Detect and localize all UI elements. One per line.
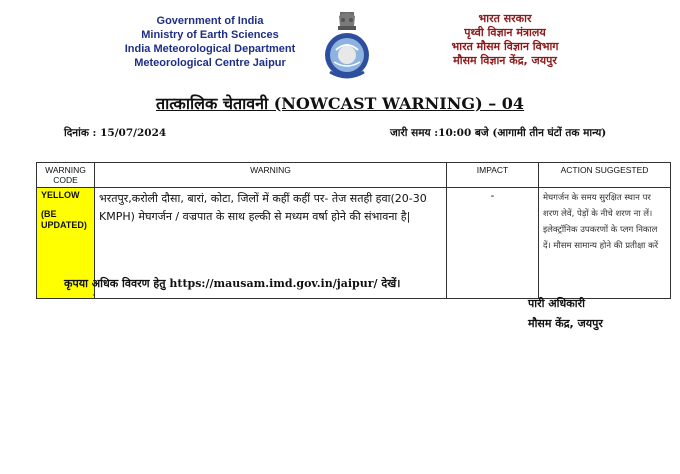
header-english-line: Meteorological Centre Jaipur bbox=[134, 57, 286, 69]
signature-office: मौसम केंद्र, जयपुर bbox=[528, 317, 603, 330]
page-title: तात्कालिक चेतावनी (NOWCAST WARNING) – 04 bbox=[155, 94, 525, 113]
header-impact: IMPACT bbox=[447, 163, 539, 188]
signature-title: पारी अधिकारी bbox=[528, 297, 585, 310]
header-hindi-line: भारत मौसम विज्ञान विभाग bbox=[451, 40, 559, 53]
header-english-line: India Meteorological Department bbox=[124, 43, 296, 55]
imd-emblem-icon bbox=[322, 10, 372, 82]
signature-block bbox=[528, 294, 603, 334]
stray-mark: ` bbox=[92, 294, 96, 305]
header-action: ACTION SUGGESTED bbox=[539, 163, 671, 188]
details-link[interactable]: https://mausam.imd.gov.in/jaipur/ bbox=[169, 277, 378, 290]
details-suffix: देखें। bbox=[381, 277, 401, 290]
details-line bbox=[64, 276, 400, 291]
warning-text-cell: भरतपुर,करोली दौसा, बारां, कोटा, जिलों में कहीं कहीं पर- तेज सतही हवा(20-30 KMPH) मेघगर्जन / वज्रपात के साथ हल्की से मध्यम वर्षा होने की संभावना है| bbox=[95, 188, 447, 299]
header-english-line: Ministry of Earth Sciences bbox=[141, 29, 279, 41]
header-warning-code: WARNING CODE bbox=[37, 163, 95, 188]
header-hindi-line: मौसम विज्ञान केंद्र, जयपुर bbox=[453, 54, 557, 67]
header-english-line: Government of India bbox=[156, 15, 264, 27]
issue-date: दिनांक : 15/07/2024 bbox=[64, 127, 167, 139]
header-hindi-line: भारत सरकार bbox=[478, 12, 532, 25]
warning-level: YELLOW bbox=[41, 190, 80, 200]
header-hindi bbox=[420, 12, 590, 68]
details-prefix: कृपया अधिक विवरण हेतु bbox=[64, 277, 166, 290]
issue-time: जारी समय :10:00 बजे (आगामी तीन घंटों तक मान्य) bbox=[390, 127, 607, 139]
action-cell: मेघगर्जन के समय सुरक्षित स्थान पर शरण लेवें, पेड़ों के नीचे शरण ना लें। इलेक्ट्रॉनिक उपकरणों के प्लग निकाल दें। मौसम सामान्य होने की प्रतीक्षा करें bbox=[539, 188, 671, 299]
header-hindi-line: पृथ्वी विज्ञान मंत्रालय bbox=[464, 26, 546, 39]
header-english bbox=[100, 14, 320, 70]
impact-cell: - bbox=[447, 188, 539, 299]
table-header-row bbox=[37, 163, 671, 188]
warning-level-note: (BE UPDATED) bbox=[41, 209, 87, 230]
header-warning: WARNING bbox=[95, 163, 447, 188]
